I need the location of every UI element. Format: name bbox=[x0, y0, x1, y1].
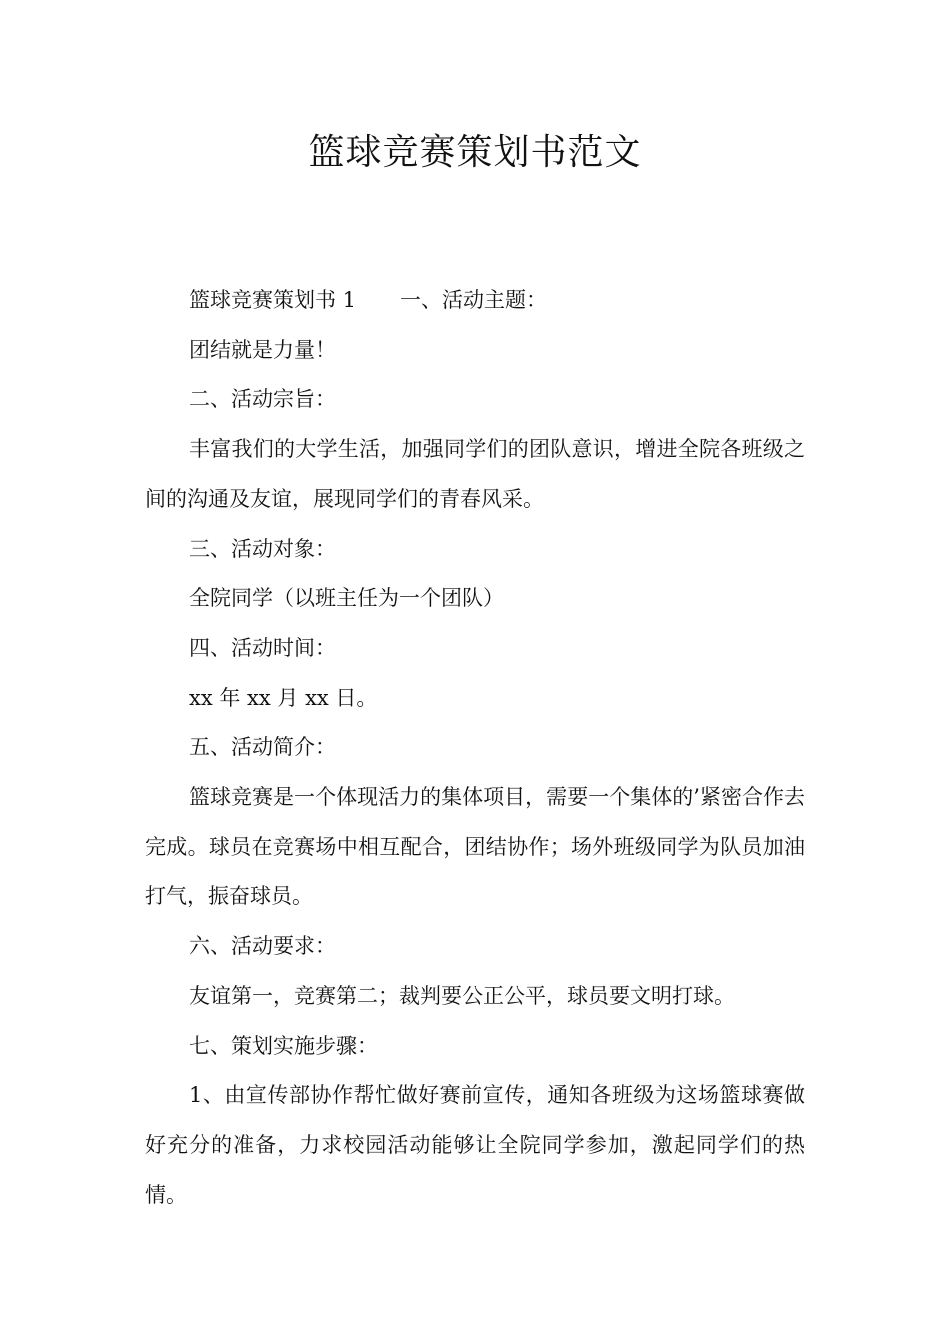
intro-line bbox=[145, 276, 805, 326]
theme-text: 团结就是力量！ bbox=[189, 337, 336, 362]
document-title: 篮球竞赛策划书范文 bbox=[308, 132, 642, 173]
requirements-text: 友谊第一，竞赛第二；裁判要公正公平，球员要文明打球。 bbox=[189, 983, 735, 1008]
overview-text: 篮球竞赛是一个体现活力的集体项目，需要一个集体的’紧密合作去完成。球员在竞赛场中相互配合，团结协作；场外班级同学为队员加油打气，振奋球员。 bbox=[145, 785, 805, 909]
intro-label: 篮球竞赛策划书 1 bbox=[189, 288, 357, 312]
section-heading-time: 四、活动时间： bbox=[189, 635, 336, 660]
section-heading-purpose: 二、活动宗旨： bbox=[189, 387, 336, 412]
section-heading-requirements: 六、活动要求： bbox=[189, 934, 336, 959]
section-heading-steps: 七、策划实施步骤： bbox=[189, 1033, 378, 1058]
section-heading-overview: 五、活动简介： bbox=[189, 735, 336, 760]
audience-text: 全院同学（以班主任为一个团队） bbox=[189, 586, 504, 611]
document-body bbox=[145, 276, 805, 1220]
section-heading-theme: 一、活动主题： bbox=[400, 288, 548, 312]
time-text: xx 年 xx 月 xx 日。 bbox=[189, 685, 378, 710]
step-1-text: 1、由宣传部协作帮忙做好赛前宣传，通知各班级为这场篮球赛做好充分的准备，力求校园活动能够让全院同学参加，激起同学们的热情。 bbox=[145, 1083, 805, 1207]
purpose-text: 丰富我们的大学生活，加强同学们的团队意识，增进全院各班级之间的沟通及友谊，展现同学们的青春风采。 bbox=[145, 437, 805, 511]
section-heading-audience: 三、活动对象： bbox=[189, 536, 336, 561]
